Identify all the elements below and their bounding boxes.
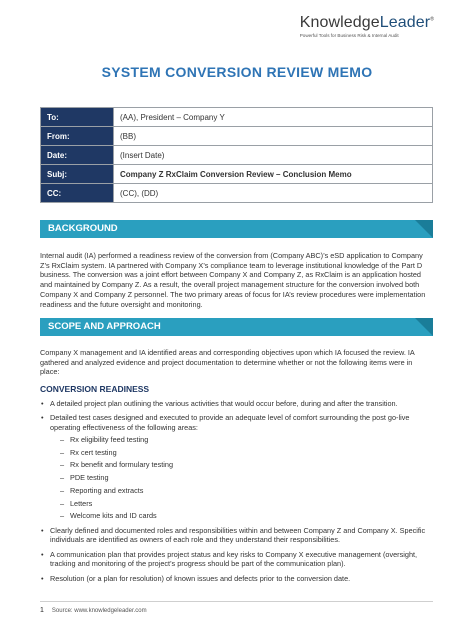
footer-divider [40, 601, 433, 602]
brand-name [300, 14, 434, 32]
sub-list-item [50, 448, 433, 458]
list-item [40, 550, 433, 569]
page-footer [40, 607, 147, 614]
footer-source: Source: www.knowledgeleader.com [51, 608, 147, 614]
brand-name-part2: Leader [379, 14, 431, 31]
test-areas-list [50, 435, 433, 521]
sub-list-item-text: Reporting and extracts [70, 485, 144, 495]
brand-mark: ® [430, 16, 434, 23]
sub-list-item-text: Rx benefit and formulary testing [70, 460, 174, 470]
dash-icon: – [60, 498, 65, 508]
memo-value: (BB) [114, 127, 433, 146]
brand-logo [300, 14, 434, 38]
memo-key: From: [41, 127, 114, 146]
band-corner [415, 220, 433, 238]
list-item [40, 574, 433, 584]
list-item-text: Clearly defined and documented roles and responsibilities within and between Company Z and Company X. Specific individuals are identified as owners of each role and they understand their responsibilities. [50, 525, 426, 545]
bullet-icon: • [41, 549, 44, 559]
memo-row-cc [41, 184, 433, 203]
dash-icon: – [60, 460, 65, 470]
sub-list-item-text: Welcome kits and ID cards [70, 511, 157, 521]
scope-section-heading [40, 318, 433, 336]
list-item [40, 413, 433, 521]
list-item-text: Resolution (or a plan for resolution) of known issues and defects prior to the conversion date. [50, 573, 351, 583]
list-item-text: Detailed test cases designed and executed to provide an adequate level of comfort surrounding the post go-live operating effectiveness of the following areas: [50, 413, 410, 432]
sub-list-item [50, 435, 433, 445]
memo-value: Company Z RxClaim Conversion Review – Conclusion Memo [114, 165, 433, 184]
memo-value: (Insert Date) [114, 146, 433, 165]
dash-icon: – [60, 447, 65, 457]
memo-value: (AA), President – Company Y [114, 108, 433, 127]
memo-row-date [41, 146, 433, 165]
dash-icon: – [60, 485, 65, 495]
page-title: SYSTEM CONVERSION REVIEW MEMO [101, 64, 373, 80]
brand-name-part1: Knowledge [299, 14, 380, 31]
list-item [40, 399, 433, 409]
background-section-heading [40, 220, 433, 238]
dash-icon: – [60, 511, 65, 521]
conversion-readiness-heading: CONVERSION READINESS [40, 384, 150, 394]
memo-key: Subj: [41, 165, 114, 184]
memo-key: To: [41, 108, 114, 127]
page-number: 1 [40, 607, 44, 614]
memo-key: CC: [41, 184, 114, 203]
sub-list-item [50, 511, 433, 521]
readiness-list [40, 399, 433, 588]
bullet-icon: • [41, 573, 44, 583]
memo-row-to [41, 108, 433, 127]
brand-tagline: Powerful Tools for Business Risk & Internal Audit [299, 33, 399, 38]
memo-row-subject [41, 165, 433, 184]
background-paragraph: Internal audit (IA) performed a readiness review of the conversion from (Company ABC)’s eSD application to Company Z’s RxClaim system. IA partnered with Company X’s compliance team to leverage institutional knowledge of the Part D business. The conversion was a joint effort between Company X and Company Z, as RxClaim is an application hosted and maintained by Company Z. As a result, the overall project management structure for the conversion involved both Company X and Company Z personnel. The two primary areas of focus for IA’s review procedures were implementation readiness and the future oversight and monitoring. [40, 251, 426, 309]
sub-list-item-text: PDE testing [70, 473, 109, 483]
memo-key: Date: [41, 146, 114, 165]
sub-list-item-text: Rx eligibility feed testing [70, 434, 149, 444]
dash-icon: – [60, 434, 65, 444]
sub-list-item-text: Letters [70, 498, 93, 508]
sub-list-item [50, 473, 433, 483]
memo-value: (CC), (DD) [114, 184, 433, 203]
background-heading-text: BACKGROUND [48, 223, 118, 234]
memo-row-from [41, 127, 433, 146]
band-corner [415, 318, 433, 336]
scope-heading-text: SCOPE AND APPROACH [48, 321, 161, 332]
bullet-icon: • [41, 399, 44, 408]
sub-list-item [50, 499, 433, 509]
sub-list-item [50, 486, 433, 496]
dash-icon: – [60, 473, 65, 483]
memo-header-table [40, 107, 433, 203]
sub-list-item-text: Rx cert testing [70, 447, 117, 457]
list-item [40, 526, 433, 545]
scope-paragraph: Company X management and IA identified areas and corresponding objectives upon which IA focused the review. IA gathered and analyzed evidence and project documentation to determine whether or not the following items were in place: [40, 348, 415, 377]
bullet-icon: • [41, 525, 44, 535]
list-item-text: A detailed project plan outlining the various activities that would occur before, during and after the transition. [50, 399, 398, 408]
list-item-text: A communication plan that provides project status and key risks to Company X executive management (oversight, tracking and monitoring of the project’s progress should be part of the communication plan). [50, 549, 418, 569]
bullet-icon: • [41, 413, 44, 423]
sub-list-item [50, 460, 433, 470]
